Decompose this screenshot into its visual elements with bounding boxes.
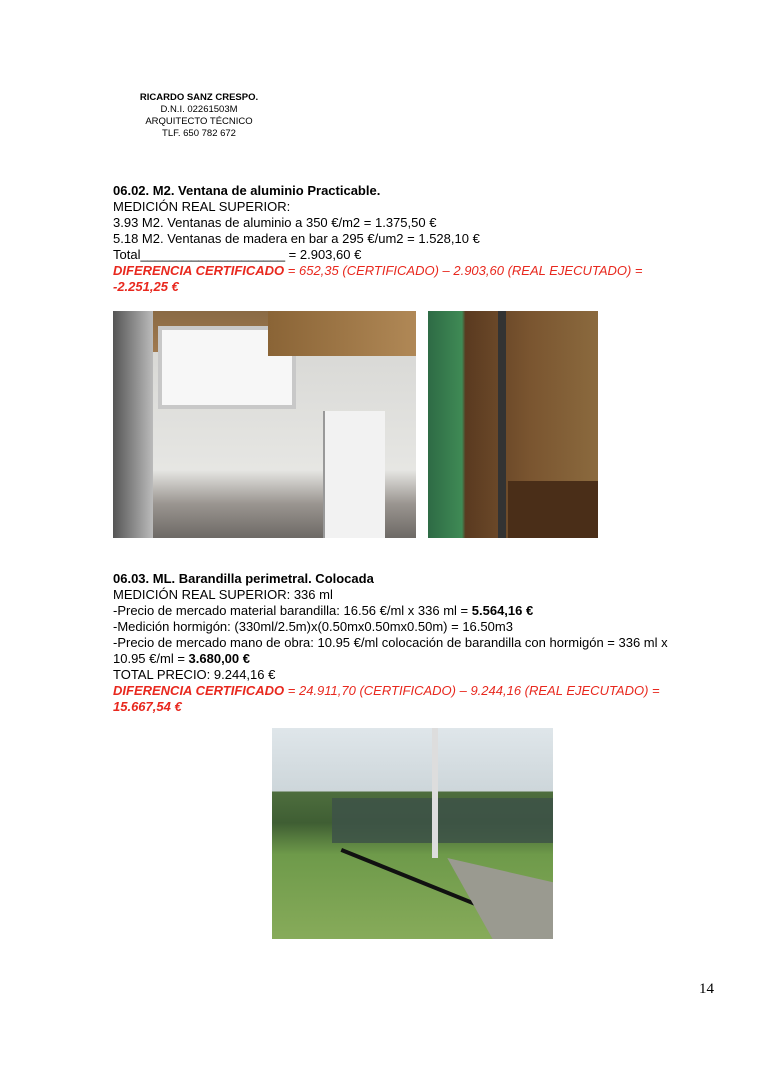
photo-perimeter-railing xyxy=(272,728,553,939)
difference-text: = 24.911,70 (CERTIFICADO) – 9.244,16 (REAL EJECUTADO) = xyxy=(284,683,660,698)
text-line: Total____________________ = 2.903,60 € xyxy=(113,247,362,262)
difference-label: DIFERENCIA CERTIFICADO xyxy=(113,263,285,278)
section-heading: 06.03. ML. Barandilla perimetral. Colocada xyxy=(113,571,374,586)
difference-text: = 652,35 (CERTIFICADO) – 2.903,60 (REAL EJECUTADO) = xyxy=(284,263,643,278)
text-line: 3.93 M2. Ventanas de aluminio a 350 €/m2 = 1.375,50 € xyxy=(113,215,437,230)
page-number: 14 xyxy=(699,981,714,997)
section-06-02 xyxy=(113,183,713,295)
labour-total: 3.680,00 € xyxy=(188,651,250,666)
difference-line xyxy=(113,263,713,279)
difference-result: 15.667,54 € xyxy=(113,699,182,714)
text-line xyxy=(113,651,713,667)
material-total: 5.564,16 € xyxy=(471,603,534,618)
text-line: TOTAL PRECIO: 9.244,16 € xyxy=(113,667,276,682)
text-line: MEDICIÓN REAL SUPERIOR: 336 ml xyxy=(113,587,333,602)
photo-wooden-window xyxy=(428,311,598,538)
difference-line xyxy=(113,683,713,699)
difference-result: -2.251,25 € xyxy=(113,279,179,294)
section-heading: 06.02. M2. Ventana de aluminio Practicable. xyxy=(113,183,381,198)
author-name: RICARDO SANZ CRESPO. xyxy=(139,92,259,103)
photo-bathroom-windows xyxy=(113,311,416,538)
section-06-03 xyxy=(113,571,713,715)
author-phone: TLF. 650 782 672 xyxy=(162,128,236,139)
text-line: 5.18 M2. Ventanas de madera en bar a 295 €/um2 = 1.528,10 € xyxy=(113,231,480,246)
author-header xyxy=(120,92,278,140)
text-line: -Precio de mercado mano de obra: 10.95 €/ml colocación de barandilla con hormigón = 336 ml x xyxy=(113,635,668,650)
text-line xyxy=(113,603,713,619)
author-title: ARQUITECTO TÉCNICO xyxy=(145,116,253,127)
text-span: 10.95 €/ml = xyxy=(113,651,189,666)
text-line: MEDICIÓN REAL SUPERIOR: xyxy=(113,199,291,214)
text-span: -Precio de mercado material barandilla: 16.56 €/ml x 336 ml = xyxy=(113,603,472,618)
difference-label: DIFERENCIA CERTIFICADO xyxy=(113,683,285,698)
text-line: -Medición hormigón: (330ml/2.5m)x(0.50mx0.50mx0.50m) = 16.50m3 xyxy=(113,619,513,634)
author-dni: D.N.I. 02261503M xyxy=(160,104,238,115)
